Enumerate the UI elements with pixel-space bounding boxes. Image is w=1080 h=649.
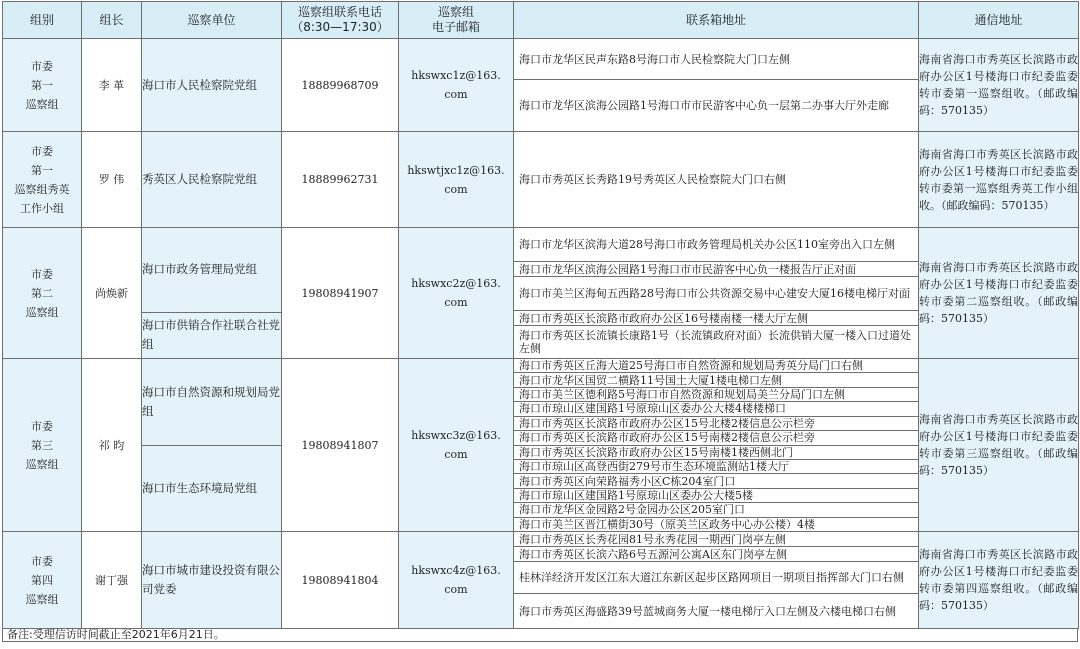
table-row [3, 228, 1079, 313]
box-address-cell [514, 532, 919, 629]
leader-cell: 李 革 [82, 39, 142, 132]
unit-cell: 海口市人民检察院党组 [142, 39, 282, 132]
header-leader: 组长 [82, 2, 142, 39]
header-box-address: 联系箱地址 [514, 2, 919, 39]
group-text: 市委 [31, 554, 53, 568]
group-cell [3, 132, 82, 228]
header-phone-line2: （8:30—17:30） [291, 20, 389, 34]
group-text: 巡察组 [25, 457, 59, 471]
email-text: hkswxc2z@163. [411, 277, 501, 290]
box-address: 海口市龙华区民声东路8号海口市人民检察院大门口左侧 [514, 39, 918, 80]
leader-cell: 祁 昀 [82, 359, 142, 532]
email-text: hkswxc4z@163. [411, 564, 501, 577]
header-row [3, 2, 1079, 39]
box-address: 海口市秀英区长滨路市政府办公区15号南楼2楼信息公示栏旁 [514, 431, 918, 445]
mail-address-cell: 海南省海口市秀英区长滨路市政府办公区1号楼海口市纪委监委转市委第一巡察组收。（邮政编码：570135） [919, 39, 1079, 132]
email-cell [399, 359, 514, 532]
phone-cell: 18889962731 [282, 132, 399, 228]
box-address: 海口市秀英区长滨路市政府办公区15号北楼2楼信息公示栏旁 [514, 417, 918, 431]
email-text: hkswxc3z@163. [411, 429, 501, 442]
mail-address-cell: 海南省海口市秀英区长滨路市政府办公区1号楼海口市纪委监委转市委第四巡察组收。（邮政编码：570135） [919, 532, 1079, 629]
group-text: 第一 [31, 163, 53, 177]
header-unit: 巡察单位 [142, 2, 282, 39]
box-address: 海口市美兰区德利路5号海口市自然资源和规划局美兰分局门口左侧 [514, 388, 918, 402]
group-text: 巡察组 [25, 97, 59, 111]
box-address: 桂林洋经济开发区江东大道江东新区起步区路网项目一期项目指挥部大门口右侧 [514, 562, 918, 594]
group-cell [3, 359, 82, 532]
header-phone-line1: 巡察组联系电话 [297, 5, 382, 19]
email-text: com [444, 583, 468, 596]
group-cell [3, 532, 82, 629]
header-email-line2: 电子邮箱 [431, 20, 480, 34]
group-text: 巡察组 [25, 592, 59, 606]
unit-cell: 海口市供销合作社联合社党组 [142, 312, 282, 358]
email-cell [399, 39, 514, 132]
leader-cell: 谢丁强 [82, 532, 142, 629]
unit-cell: 海口市自然资源和规划局党组 [142, 359, 282, 446]
unit-cell: 秀英区人民检察院党组 [142, 132, 282, 228]
box-address: 海口市琼山区建国路1号原琼山区委办公大楼4楼楼梯口 [514, 402, 918, 416]
box-address-cell [514, 39, 919, 132]
email-text: com [444, 88, 468, 101]
phone-cell: 19808941807 [282, 359, 399, 532]
mail-address-cell: 海南省海口市秀英区长滨路市政府办公区1号楼海口市纪委监委转市委第三巡察组收。（邮政编码：570135） [919, 359, 1079, 532]
box-address: 海口市琼山区高登西街279号市生态环境监测站1楼大厅 [514, 460, 918, 474]
box-address: 海口市秀英区向荣路福秀小区C栋204室门口 [514, 474, 918, 488]
group-text: 第三 [31, 438, 53, 452]
header-email-line1: 巡察组 [437, 5, 474, 19]
group-text: 第二 [31, 286, 53, 300]
header-email [399, 2, 514, 39]
box-address: 海口市龙华区滨海公园路1号海口市市民游客中心负一楼报告厅正对面 [514, 262, 918, 277]
email-text: hkswtjxc1z@163. [407, 163, 505, 177]
group-text: 工作小组 [20, 201, 64, 215]
leader-cell: 罗 伟 [82, 132, 142, 228]
email-cell [399, 132, 514, 228]
box-address: 海口市美兰区海甸五西路28号海口市公共资源交易中心建安大厦16楼电梯厅对面 [514, 277, 918, 311]
group-text: 巡察组秀英 [14, 182, 70, 196]
box-address-cell [514, 228, 919, 359]
email-text: com [444, 448, 468, 461]
phone-cell: 18889968709 [282, 39, 399, 132]
unit-cell: 海口市政务管理局党组 [142, 228, 282, 313]
box-address: 海口市龙华区滨海公园路1号海口市市民游客中心负一层第二办事大厅外走廊 [519, 99, 889, 112]
email-text: hkswxc1z@163. [411, 69, 501, 82]
mail-address-cell: 海南省海口市秀英区长滨路市政府办公区1号楼海口市纪委监委转市委第一巡察组秀英工作小组收。（邮政编码：570135） [919, 132, 1079, 228]
email-text: com [444, 182, 468, 196]
group-text: 市委 [31, 144, 53, 158]
box-address: 海口市秀英区长滨路市政府办公区15号南楼1楼西侧北门 [514, 446, 918, 460]
group-text: 市委 [31, 59, 53, 73]
header-mail-address: 通信地址 [919, 2, 1079, 39]
email-cell [399, 532, 514, 629]
box-address: 海口市琼山区建国路1号原琼山区委办公大楼5楼 [514, 489, 918, 503]
table-row [3, 39, 1079, 132]
group-text: 市委 [31, 267, 53, 281]
box-address-cell [514, 132, 919, 228]
box-address: 海口市秀英区长流镇长康路1号（长流镇政府对面）长流供销大厦一楼入口过道处左侧 [519, 329, 911, 355]
email-text: com [444, 296, 468, 309]
footnote: 备注:受理信访时间截止至2021年6月21日。 [2, 629, 1078, 642]
box-address: 海口市秀英区长滨路市政府办公区16号楼南楼一楼大厅左侧 [514, 311, 918, 326]
unit-cell: 海口市城市建设投资有限公司党委 [142, 532, 282, 629]
box-address: 海口市美兰区晋江横街30号（原美兰区政务中心办公楼）4楼 [519, 517, 815, 531]
header-phone [282, 2, 399, 39]
mail-address-cell: 海南省海口市秀英区长滨路市政府办公区1号楼海口市纪委监委转市委第二巡察组收。（邮政编码：570135） [919, 228, 1079, 359]
email-cell [399, 228, 514, 359]
box-address: 海口市秀英区长滨六路6号五源河公寓A区东门岗亭左侧 [514, 547, 918, 562]
box-address: 海口市秀英区长秀路19号秀英区人民检察院大门口右侧 [519, 173, 786, 186]
phone-cell: 19808941804 [282, 532, 399, 629]
box-address: 海口市秀英区丘海大道25号海口市自然资源和规划局秀英分局门口右侧 [514, 359, 918, 373]
unit-cell: 海口市生态环境局党组 [142, 445, 282, 532]
box-address: 海口市秀英区海盛路39号蓝城商务大厦一楼电梯厅入口左侧及六楼电梯口右侧 [519, 604, 896, 618]
group-text: 第一 [31, 78, 53, 92]
group-cell [3, 39, 82, 132]
box-address: 海口市秀英区长秀花园81号永秀花园一期西门岗亭左侧 [514, 532, 918, 547]
table-row [3, 359, 1079, 446]
table-row [3, 532, 1079, 629]
group-cell [3, 228, 82, 359]
leader-cell: 尚焕新 [82, 228, 142, 359]
table-row [3, 132, 1079, 228]
box-address-cell [514, 359, 919, 532]
box-address: 海口市龙华区金园路2号金园办公区205室门口 [514, 503, 918, 517]
group-text: 巡察组 [25, 305, 59, 319]
phone-cell: 19808941907 [282, 228, 399, 359]
group-text: 市委 [31, 419, 53, 433]
box-address: 海口市龙华区滨海大道28号海口市政务管理局机关办公区110室旁出入口左侧 [514, 228, 918, 262]
box-address: 海口市龙华区国贸二横路11号国土大厦1楼电梯口左侧 [514, 373, 918, 387]
header-group: 组别 [3, 2, 82, 39]
inspection-contact-table [2, 1, 1079, 629]
group-text: 第四 [31, 573, 53, 587]
